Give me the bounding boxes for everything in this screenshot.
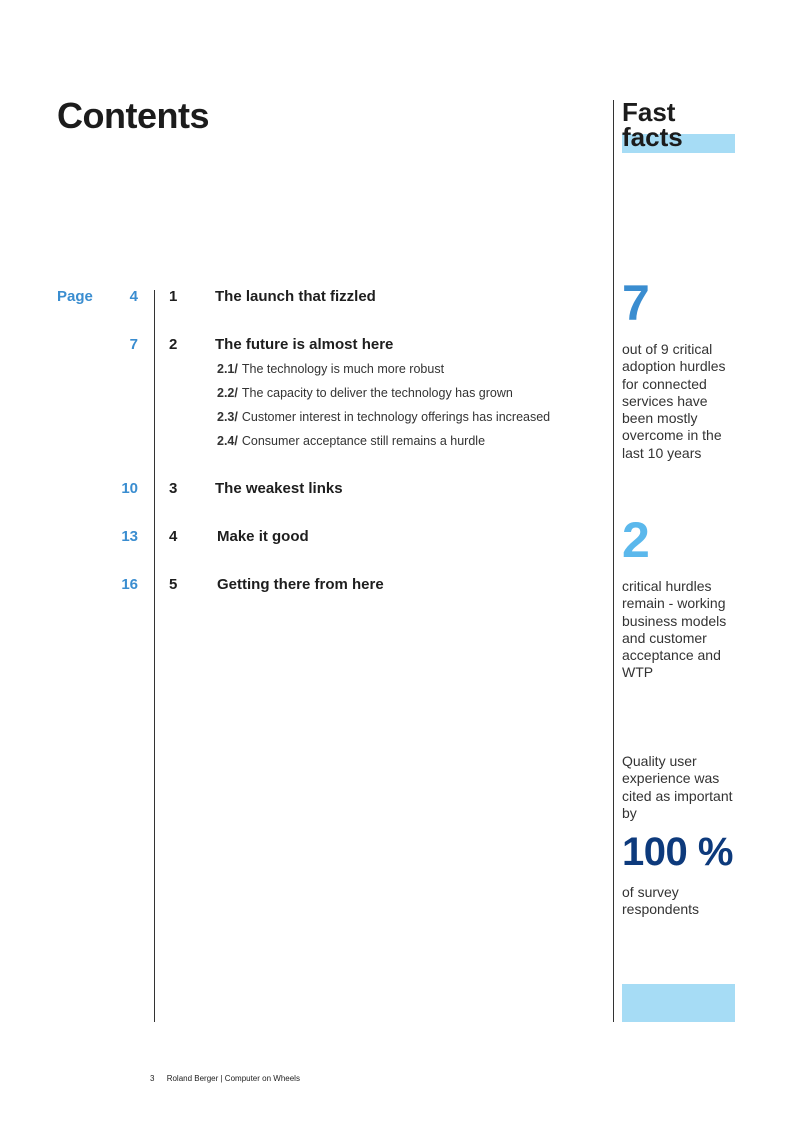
subsection-link[interactable] xyxy=(217,434,485,448)
fact1-number: 7 xyxy=(622,275,650,331)
chapter-number: 2 xyxy=(169,336,178,353)
subsection-text: The capacity to deliver the technology has grown xyxy=(241,386,513,400)
fact2-number: 2 xyxy=(622,512,650,568)
subsection-text: The technology is much more robust xyxy=(241,362,445,376)
page-label: Page xyxy=(57,288,93,305)
chapter-page-number: 7 xyxy=(129,336,138,353)
divider-right xyxy=(613,100,614,1022)
subsection-link[interactable] xyxy=(217,362,444,376)
subsection-number: 2.3/ xyxy=(217,410,238,424)
fast-facts-title-line2: facts xyxy=(622,122,683,152)
fact3-text: of survey respondents xyxy=(622,884,700,918)
subsection-number: 2.4/ xyxy=(217,434,238,448)
subsection-link[interactable] xyxy=(217,410,550,424)
chapter-page-number: 10 xyxy=(121,480,138,497)
bottom-accent-bar xyxy=(622,984,735,1022)
chapter-title-link[interactable]: The future is almost here xyxy=(215,336,394,353)
fact1-text: out of 9 critical adoption hurdles for connected services have been mostly overcome in the last 10 years xyxy=(622,341,726,461)
page-title: Contents xyxy=(57,95,209,136)
chapter-title-link[interactable]: The weakest links xyxy=(215,480,343,497)
chapter-number: 4 xyxy=(169,528,178,545)
chapter-page-number: 16 xyxy=(121,576,138,593)
chapter-title-link[interactable]: The launch that fizzled xyxy=(215,288,376,305)
subsection-number: 2.2/ xyxy=(217,386,238,400)
chapter-title-link[interactable]: Make it good xyxy=(217,528,309,545)
chapter-number: 1 xyxy=(169,288,178,305)
fact2-text: critical hurdles remain - working business models and customer acceptance and WTP xyxy=(622,578,727,681)
fact3-intro: Quality user experience was cited as important by xyxy=(622,753,733,821)
chapter-number: 3 xyxy=(169,480,178,497)
fast-facts-title xyxy=(622,97,683,152)
subsection-text: Consumer acceptance still remains a hurdle xyxy=(241,434,486,448)
footer xyxy=(150,1074,300,1083)
footer-text: Roland Berger | Computer on Wheels xyxy=(166,1074,300,1083)
subsection-text: Customer interest in technology offerings has increased xyxy=(241,410,551,424)
subsection-link[interactable] xyxy=(217,386,513,400)
fact3-number: 100 % xyxy=(622,830,733,874)
footer-page-number: 3 xyxy=(150,1074,155,1083)
fast-facts-title-line1: Fast xyxy=(622,97,676,127)
divider-left xyxy=(154,290,155,1022)
chapter-title-link[interactable]: Getting there from here xyxy=(217,576,384,593)
chapter-number: 5 xyxy=(169,576,178,593)
chapter-page-number: 4 xyxy=(129,288,138,305)
subsection-number: 2.1/ xyxy=(217,362,238,376)
chapter-page-number: 13 xyxy=(121,528,138,545)
